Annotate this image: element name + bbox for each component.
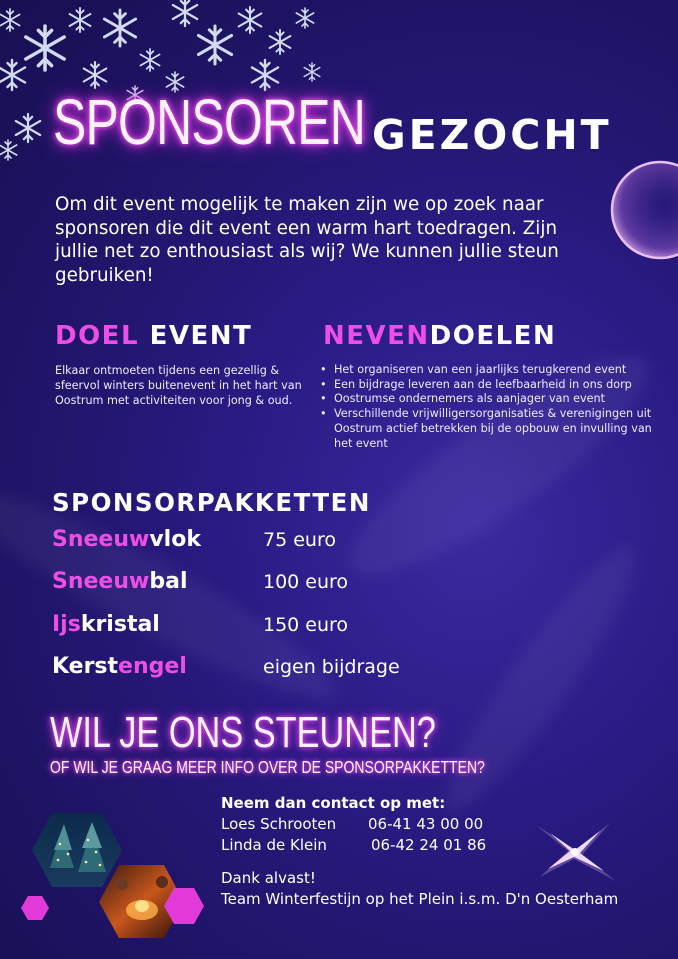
- package-row: [52, 569, 472, 599]
- package-price: 100 euro: [263, 571, 349, 593]
- title-bold-text: GEZOCHT: [372, 111, 612, 159]
- package-name-pink: Sneeuw: [52, 569, 150, 594]
- package-row: [52, 654, 472, 684]
- package-name: [52, 654, 187, 679]
- christmas-trees-photo: [32, 813, 122, 887]
- photo-collage: [14, 810, 214, 940]
- contact-row: [221, 836, 487, 854]
- contact-phone: 06-41 43 00 00: [368, 815, 484, 833]
- package-price: 150 euro: [263, 614, 349, 636]
- list-item: • Oostrumse ondernemers als aanjager van event: [318, 392, 663, 407]
- list-item: • Een bijdrage leveren aan de leefbaarheid in ons dorp: [318, 378, 663, 393]
- package-name: [52, 569, 187, 594]
- package-row: [52, 527, 472, 557]
- contact-row: [221, 815, 484, 833]
- glowing-orb-decoration: [600, 150, 678, 270]
- package-name-pink: Ijs: [52, 612, 81, 637]
- goal-heading: [55, 321, 252, 351]
- goal-text: Elkaar ontmoeten tijdens een gezellig & sfeervol winters buitenevent in het hart van Oostrum met activiteiten voor jong & oud.: [55, 364, 302, 407]
- package-name-white: vlok: [149, 527, 201, 552]
- contact-heading: Neem dan contact op met:: [221, 794, 446, 812]
- intro-paragraph: Om dit event mogelijk te maken zijn we op zoek naar sponsoren die dit event een warm hart toedragen. Zijn jullie net zo enthousiast als wij? We kunnen jullie steun gebruiken!: [55, 194, 559, 286]
- package-name-white: bal: [149, 569, 188, 594]
- support-title: WIL JE ONS STEUNEN?: [50, 708, 436, 757]
- side-goals-heading: [323, 321, 556, 351]
- packages-title: SPONSORPAKKETTEN: [52, 488, 371, 517]
- package-price: eigen bijdrage: [263, 656, 400, 678]
- list-item: • Het organiseren van een jaarlijks terugkerend event: [318, 363, 663, 378]
- pink-hexagon-decoration: [21, 896, 49, 920]
- thanks-line: Dank alvast!: [221, 869, 316, 887]
- contact-name: Linda de Klein: [221, 836, 327, 854]
- package-name-pink: Sneeuw: [52, 527, 150, 552]
- goal-heading-pink: DOEL: [55, 321, 140, 351]
- title-glow-text: SPONSOREN: [53, 86, 365, 158]
- package-name-pink: engel: [118, 654, 187, 679]
- package-name-white: Kerst: [52, 654, 119, 679]
- list-item: • Verschillende vrijwilligersorganisaties & verenigingen uit Oostrum actief betrekken bij de opbouw en invulling van het event: [318, 407, 663, 451]
- package-row: [52, 612, 472, 642]
- package-name-white: kristal: [80, 612, 160, 637]
- side-goals-list: [318, 363, 663, 451]
- thanks-line: Team Winterfestijn op het Plein i.s.m. D'n Oesterham: [221, 890, 619, 908]
- package-name: [52, 612, 160, 637]
- contact-name: Loes Schrooten: [221, 815, 337, 833]
- package-name: [52, 527, 201, 552]
- package-price: 75 euro: [263, 529, 336, 551]
- support-subtitle: OF WIL JE GRAAG MEER INFO OVER DE SPONSORPAKKETTEN?: [50, 757, 485, 777]
- side-goals-heading-pink: NEVEN: [323, 321, 430, 351]
- thanks-text: [221, 868, 618, 910]
- side-goals-heading-white: DOELEN: [429, 321, 557, 351]
- goal-heading-white: EVENT: [139, 321, 253, 351]
- contact-phone: 06-42 24 01 86: [371, 836, 487, 854]
